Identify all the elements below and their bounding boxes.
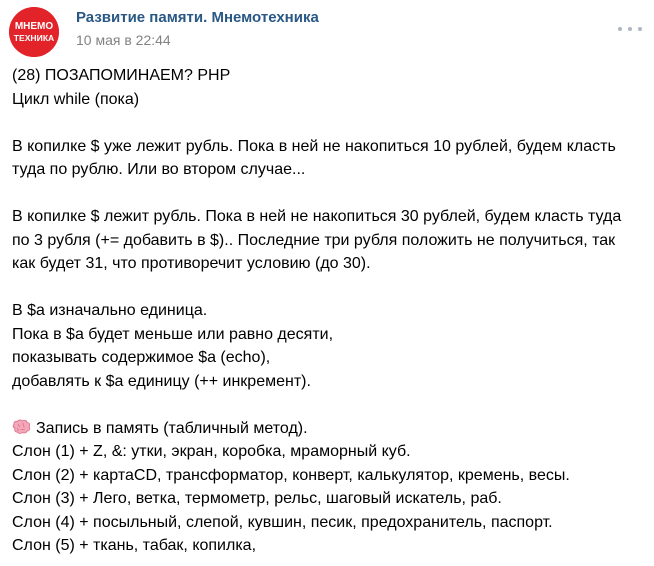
post-blank-line (12, 182, 648, 206)
post-line: Слон (3) + Лего, ветка, термометр, рельс, шаговый искатель, раб. (12, 490, 502, 507)
post-line: Пока в $a будет меньше или равно десяти, (12, 325, 334, 343)
post-line: туда по рублю. Или во втором случае... (12, 161, 306, 178)
post-text (12, 64, 648, 558)
avatar-text-bottom: ТЕХНИКА (13, 33, 55, 43)
post-line: В $a изначально единица. (12, 302, 208, 319)
post-line: Слон (1) + Z, &: утки, экран, коробка, мраморный куб. (12, 443, 411, 460)
post-line: Слон (2) + картаCD, трансформатор, конверт, калькулятор, кремень, весы. (12, 466, 570, 484)
more-horizontal-icon[interactable] (618, 22, 642, 36)
post-date-link[interactable]: 10 мая в 22:44 (76, 32, 171, 48)
post-blank-line (12, 276, 648, 300)
post-author-link[interactable]: Развитие памяти. Мнемотехника (76, 9, 319, 26)
more-dot (628, 27, 632, 31)
post-line-text: Запись в память (табличный метод). (36, 419, 308, 437)
more-dot (638, 27, 642, 31)
post-line: как будет 31, что противоречит условию (до 30). (12, 255, 371, 272)
avatar[interactable] (9, 7, 59, 57)
more-dot (618, 27, 622, 31)
mnemotechnika-logo (9, 7, 59, 57)
post-line: В копилке $ уже лежит рубль. Пока в ней не накопиться 10 рублей, будем класть (12, 137, 616, 155)
brain-icon (12, 419, 31, 435)
post-header (8, 6, 648, 54)
post-line: добавлять к $a единицу (++ инкремент). (12, 372, 311, 390)
post-blank-line (12, 393, 648, 417)
post-line: (28) ПОЗАПОМИНАЕМ? PHP (12, 67, 231, 84)
post-blank-line (12, 111, 648, 135)
avatar-text-top: МНЕМО (14, 21, 54, 32)
post-line: В копилке $ лежит рубль. Пока в ней не накопиться 30 рублей, будем класть туда (12, 208, 622, 225)
post-line: Слон (5) + ткань, табак, копилка, (12, 537, 257, 554)
post-line-memory (12, 417, 648, 441)
post-line: Цикл while (пока) (12, 90, 140, 108)
post-line: по 3 рубля (+= добавить в $).. Последние три рубля положить не получиться, так (12, 231, 616, 249)
post-line: Слон (4) + посыльный, слепой, кувшин, песик, предохранитель, паспорт. (12, 513, 553, 531)
post-line: показывать содержимое $a (echo), (12, 349, 271, 366)
